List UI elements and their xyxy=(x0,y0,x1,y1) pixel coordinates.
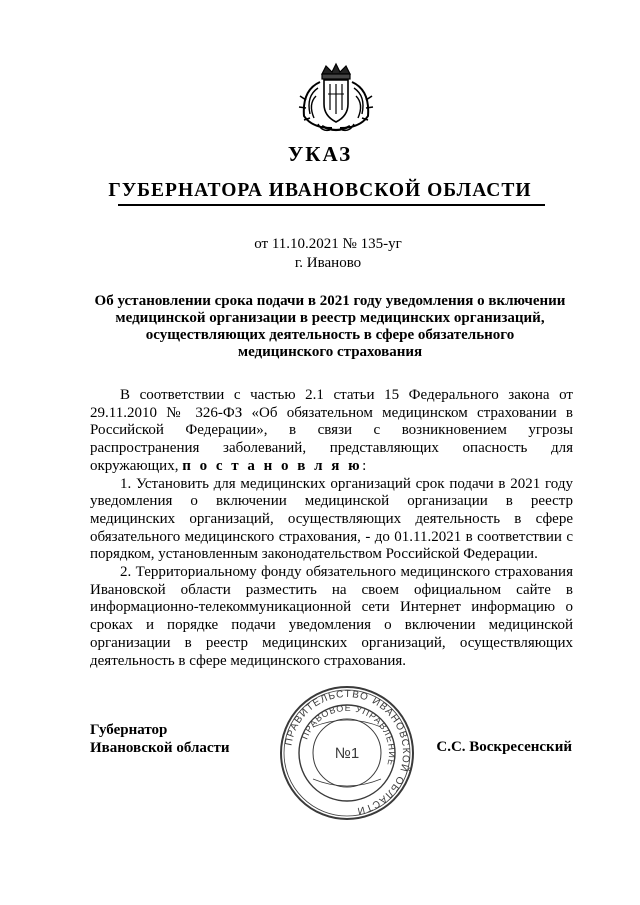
preamble-text: В соответствии с частью 2.1 статьи 15 Федерального закона от 29.11.2010 № 326-ФЗ «Об обязательном медицинском страховании в Российской Федерации», в связи с возникновением угрозы распространения заболеваний, представляющих опасность для окружающих, xyxy=(90,387,573,474)
stamp-number: №1 xyxy=(334,745,360,762)
decree-suffix: : xyxy=(362,457,367,474)
position-line: Губернатор xyxy=(90,722,168,738)
coat-of-arms-icon xyxy=(292,60,380,136)
decree-word: п о с т а н о в л я ю xyxy=(182,457,363,474)
heading-line: медицинской организации в реестр медицинских организаций, xyxy=(115,310,545,326)
signatory-position xyxy=(90,721,230,757)
date-number-line: от 11.10.2021 № 135-уг xyxy=(254,236,402,252)
issuer-title: ГУБЕРНАТОРА ИВАНОВСКОЙ ОБЛАСТИ xyxy=(108,180,532,201)
official-stamp-icon xyxy=(278,683,416,823)
document-heading xyxy=(80,293,580,361)
city-line: г. Иваново xyxy=(294,255,362,271)
document-body xyxy=(90,387,573,670)
heading-line: медицинского страхования xyxy=(237,344,423,360)
document-type-title: УКАЗ xyxy=(287,142,353,166)
item-paragraph-1: 1. Установить для медицинских организаций срок подачи в 2021 году уведомления о включении медицинской организации в реестр медицинских организаций, осуществляющих деятельность в сфере обязательного медицинского страхования, - до 01.11.2021 в соответствии с порядком, установленным законодательством Российской Федерации. xyxy=(90,475,573,563)
stamp-inner-text: ПРАВОВОЕ УПРАВЛЕНИЕ xyxy=(299,702,398,768)
position-line: Ивановской области xyxy=(90,740,230,756)
signatory-name: С.С. Воскресенский xyxy=(436,739,572,755)
stamp-outer-text: ПРАВИТЕЛЬСТВО ИВАНОВСКОЙ ОБЛАСТИ xyxy=(283,688,412,817)
title-underline xyxy=(118,204,545,206)
heading-line: осуществляющих деятельность в сфере обязательного xyxy=(145,327,515,343)
item-paragraph-2: 2. Территориальному фонду обязательного медицинского страхования Ивановской области разместить на своем официальном сайте в информационно-телекоммуникационной сети Интернет информацию о сроках и порядке подачи уведомления о включении медицинской организации в реестр медицинских организаций, осуществляющих деятельность в сфере медицинского страхования. xyxy=(90,564,573,669)
heading-line: Об установлении срока подачи в 2021 году уведомления о включении xyxy=(94,293,566,309)
preamble-paragraph xyxy=(90,387,573,476)
